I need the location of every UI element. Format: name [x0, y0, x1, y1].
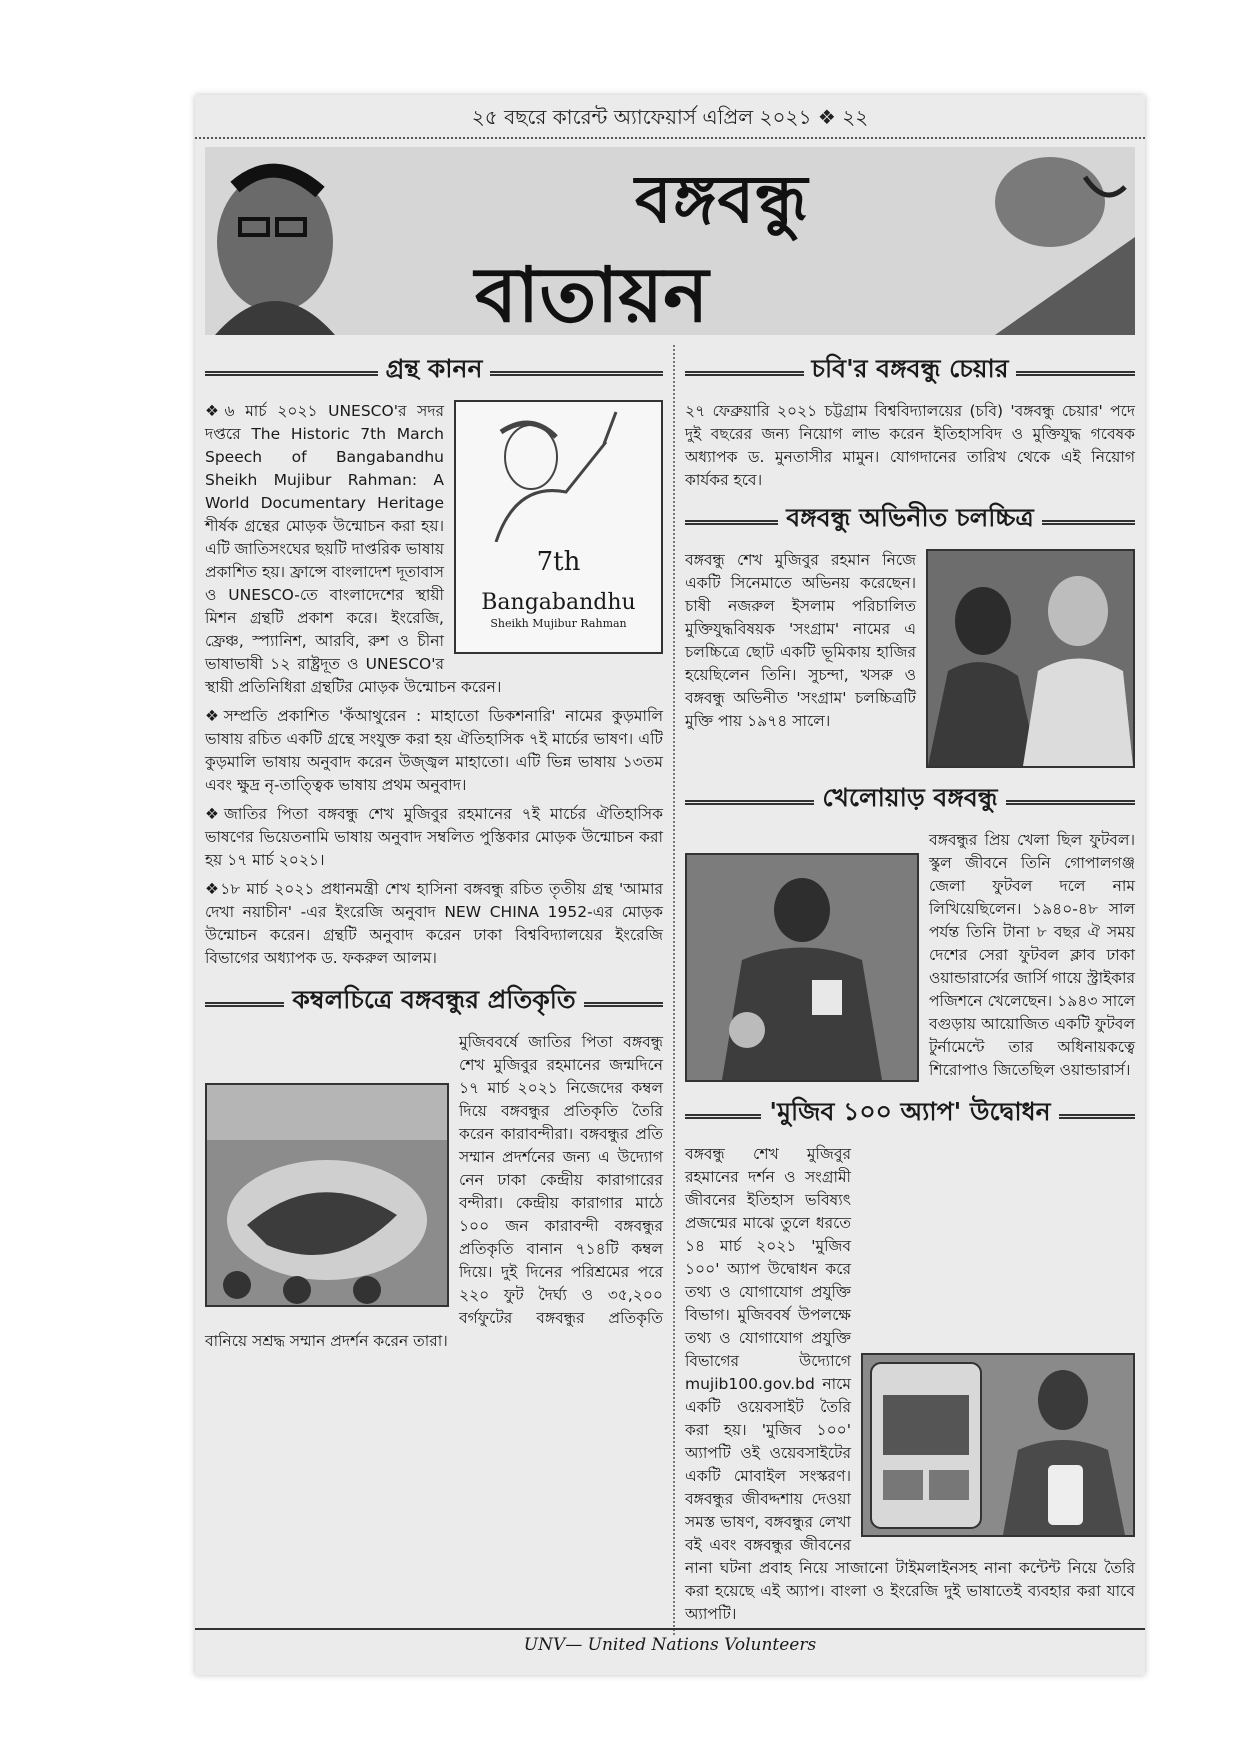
right-column — [685, 345, 1135, 1632]
banner — [205, 147, 1135, 335]
blanket-portrait-photo — [205, 1083, 449, 1307]
books-item-3: ❖ জাতির পিতা বঙ্গবন্ধু শেখ মুজিবুর রহমানের ৭ই মার্চের ঐতিহাসিক ভাষণের ভিয়েতনামি ভাষায় অনুবাদ সম্বলিত পুস্তিকার মোড়ক উন্মোচন করা হয় ১৭ মার্চ ২০২১। — [205, 803, 663, 872]
books-item-1: ❖ ৬ মার্চ ২০২১ UNESCO'র সদর দপ্তরে The Historic 7th March Speech of Bangabandhu Sheikh Mujibur Rahman: A World Documentary Heritage শীর্ষক গ্রন্থের মোড়ক উন্মোচন করা হয়। এটি জাতিসংঘের ছয়টি দাপ্তরিক ভাষায় প্রকাশিত হয়। ফ্রান্সে বাংলাদেশ দূতাবাস ও UNESCO-তে বাংলাদেশের স্থায়ী মিশন গ্রন্থটি প্রকাশ করে। ইংরেজি, ফ্রেঞ্চ, স্প্যানিশ, আরবি, রুশ ও চীনা ভাষাভাষী ১২ রাষ্ট্রদূত ও UNESCO'র স্থায়ী প্রতিনিধিরা গ্রন্থটির মোড়ক উন্মোচন করেন। — [205, 400, 663, 699]
film-scene-icon — [928, 551, 1133, 766]
footballer-photo — [685, 853, 919, 1082]
banner-title-line2: বাতায়ন — [475, 250, 709, 335]
book-cover-image — [454, 400, 663, 654]
film-text: বঙ্গবন্ধু শেখ মুজিবুর রহমান নিজে একটি সিনেমাতে অভিনয় করেছেন। চাষী নজরুল ইসলাম পরিচালিত মুক্তিযুদ্ধবিষয়ক 'সংগ্রাম' নামের এ চলচ্চিত্রে ছোট একটি ভূমিকায় হাজির হয়েছিলেন তিনি। সুচন্দা, খসরু ও বঙ্গবন্ধু অভিনীত 'সংগ্রাম' চলচ্চিত্রটি মুক্তি পায় ১৯৭৪ সালে। — [685, 551, 916, 730]
banner-title-line1: বঙ্গবন্ধু — [635, 161, 809, 238]
page-footer: UNV— United Nations Volunteers — [523, 1635, 817, 1655]
app-screens-icon — [863, 1355, 1133, 1535]
section-title-cu-chair: চবি'র বঙ্গবন্ধু চেয়ার — [685, 349, 1135, 392]
book-number: 7th — [536, 547, 581, 577]
book-subtitle: Sheikh Mujibur Rahman — [490, 617, 627, 630]
footballer-text: বঙ্গবন্ধুর প্রিয় খেলা ছিল ফুটবল। স্কুল জীবনে তিনি গোপালগঞ্জ জেলা ফুটবল দলে নাম লিখিয়েছিলেন। ১৯৪০-৪৮ সাল পর্যন্ত তিনি টানা ৮ বছর ঐ সময় দেশের সেরা ফুটবল ক্লাব ঢাকা ওয়ান্ডারার্সের জার্সি গায়ে স্ট্রাইকার পজিশনে খেলেছেন। ১৯৪৩ সালে বগুড়ায় আয়োজিত একটি ফুটবল টুর্নামেন্টে তার অধিনায়কত্বে শিরোপাও জিতেছিল ওয়ান্ডারার্স। — [929, 831, 1135, 1079]
book-title: Bangabandhu — [481, 590, 636, 615]
mujib-app-text: বঙ্গবন্ধু শেখ মুজিবুর রহমানের দর্শন ও সংগ্রামী জীবনের ইতিহাস ভবিষ্যৎ প্রজন্মের মাঝে তুলে ধরতে ১৪ মার্চ ২০২১ 'মুজিব ১০০' অ্যাপ উদ্বোধন করে তথ্য ও যোগাযোগ প্রযুক্তি বিভাগ। মুজিববর্ষ উপলক্ষে তথ্য ও যোগাযোগ প্রযুক্তি বিভাগের উদ্যোগে mujib100.gov.bd নামে একটি ওয়েবসাইট তৈরি করা হয়। 'মুজিব ১০০' অ্যাপটি ওই ওয়েবসাইটের একটি মোবাইল সংস্করণ। বঙ্গবন্ধুর জীবদ্দশায় দেওয়া সমস্ত ভাষণ, বঙ্গবন্ধুর লেখা বই এবং বঙ্গবন্ধুর জীবনের নানা ঘটনা প্রবাহ নিয়ে সাজানো টাইমলাইনসহ নানা কন্টেন্ট নিয়ে তৈরি করা হয়েছে এই অ্যাপ। বাংলা ও ইংরেজি দুই ভাষাতেই ব্যবহার করা যাবে অ্যাপটি। — [685, 1145, 1135, 1623]
section-title-blanket-portrait: কম্বলচিত্রে বঙ্গবন্ধুর প্রতিকৃতি — [205, 980, 663, 1023]
section-title-film: বঙ্গবন্ধু অভিনীত চলচ্চিত্র — [685, 498, 1135, 541]
section-title-footballer: খেলোয়াড় বঙ্গবন্ধু — [685, 778, 1135, 821]
section-title-books: গ্রন্থ কানন — [205, 349, 663, 392]
page-header: ২৫ বছরে কারেন্ট অ্যাফেয়ার্স এপ্রিল ২০২১ ❖ ২২ — [471, 105, 869, 129]
blanket-portrait-text: মুজিববর্ষে জাতির পিতা বঙ্গবন্ধু শেখ মুজিবুর রহমানের জন্মদিনে ১৭ মার্চ ২০২১ নিজেদের কম্বল দিয়ে বঙ্গবন্ধুর প্রতিকৃতি তৈরি করেন কারাবন্দীরা। বঙ্গবন্ধুর প্রতি সম্মান প্রদর্শনের জন্য এ উদ্যোগ নেন ঢাকা কেন্দ্রীয় কারাগারের বন্দীরা। কেন্দ্রীয় কারাগার মাঠে ১০০ জন কারাবন্দী বঙ্গবন্ধুর প্রতিকৃতি বানান ৭১৪টি কম্বল দিয়ে। দুই দিনের পরিশ্রমের পরে ২২০ ফুট দৈর্ঘ্য ও ৩৫,২০০ বর্গফুটের বঙ্গবন্ধুর প্রতিকৃতি বানিয়ে সশ্রদ্ধ সম্মান প্রদর্শন করেন তারা। — [205, 1033, 663, 1350]
footballer-portrait-icon — [687, 855, 917, 1080]
books-item-4: ❖ ১৮ মার্চ ২০২১ প্রধানমন্ত্রী শেখ হাসিনা বঙ্গবন্ধু রচিত তৃতীয় গ্রন্থ 'আমার দেখা নয়াচীন' -এর ইংরেজি অনুবাদ NEW CHINA 1952-এর মোড়ক উন্মোচন করেন। গ্রন্থটি অনুবাদ করেন ঢাকা বিশ্ববিদ্যালয়ের ইংরেজি বিভাগের অধ্যাপক ড. ফকরুল আলম। — [205, 878, 663, 970]
column-divider — [673, 345, 675, 1635]
footer-divider — [195, 1628, 1145, 1630]
left-column — [205, 345, 663, 1359]
section-title-mujib-app: 'মুজিব ১০০ অ্যাপ' উদ্বোধন — [685, 1092, 1135, 1135]
newspaper-page — [195, 95, 1145, 1675]
app-launch-photo — [861, 1353, 1135, 1537]
film-still-photo — [926, 549, 1135, 768]
blanket-art-icon — [207, 1085, 447, 1305]
portrait-sketch-icon — [456, 402, 661, 542]
header-divider — [195, 137, 1145, 139]
cu-chair-text: ২৭ ফেব্রুয়ারি ২০২১ চট্টগ্রাম বিশ্ববিদ্যালয়ের (চবি) 'বঙ্গবন্ধু চেয়ার' পদে দুই বছরের জন্য নিয়োগ লাভ করেন ইতিহাসবিদ ও মুক্তিযুদ্ধ গবেষক অধ্যাপক ড. মুনতাসীর মামুন। যোগদানের তারিখ থেকে এই নিয়োগ কার্যকর হবে। — [685, 402, 1135, 489]
books-item-2: ❖ সম্প্রতি প্রকাশিত 'কঁআথুরেন : মাহাতো ডিকশনারি' নামের কুড়মালি ভাষায় রচিত একটি গ্রন্থে সংযুক্ত করা হয় ঐতিহাসিক ৭ই মার্চের ভাষণ। এটি কুড়মালি ভাষায় অনুবাদ করেন উজ্জ্বল মাহাতো। এটি ভিন্ন ভাষায় ১৩তম এবং ক্ষুদ্র নৃ-তাত্ত্বিক ভাষায় প্রথম অনুবাদ। — [205, 705, 663, 797]
